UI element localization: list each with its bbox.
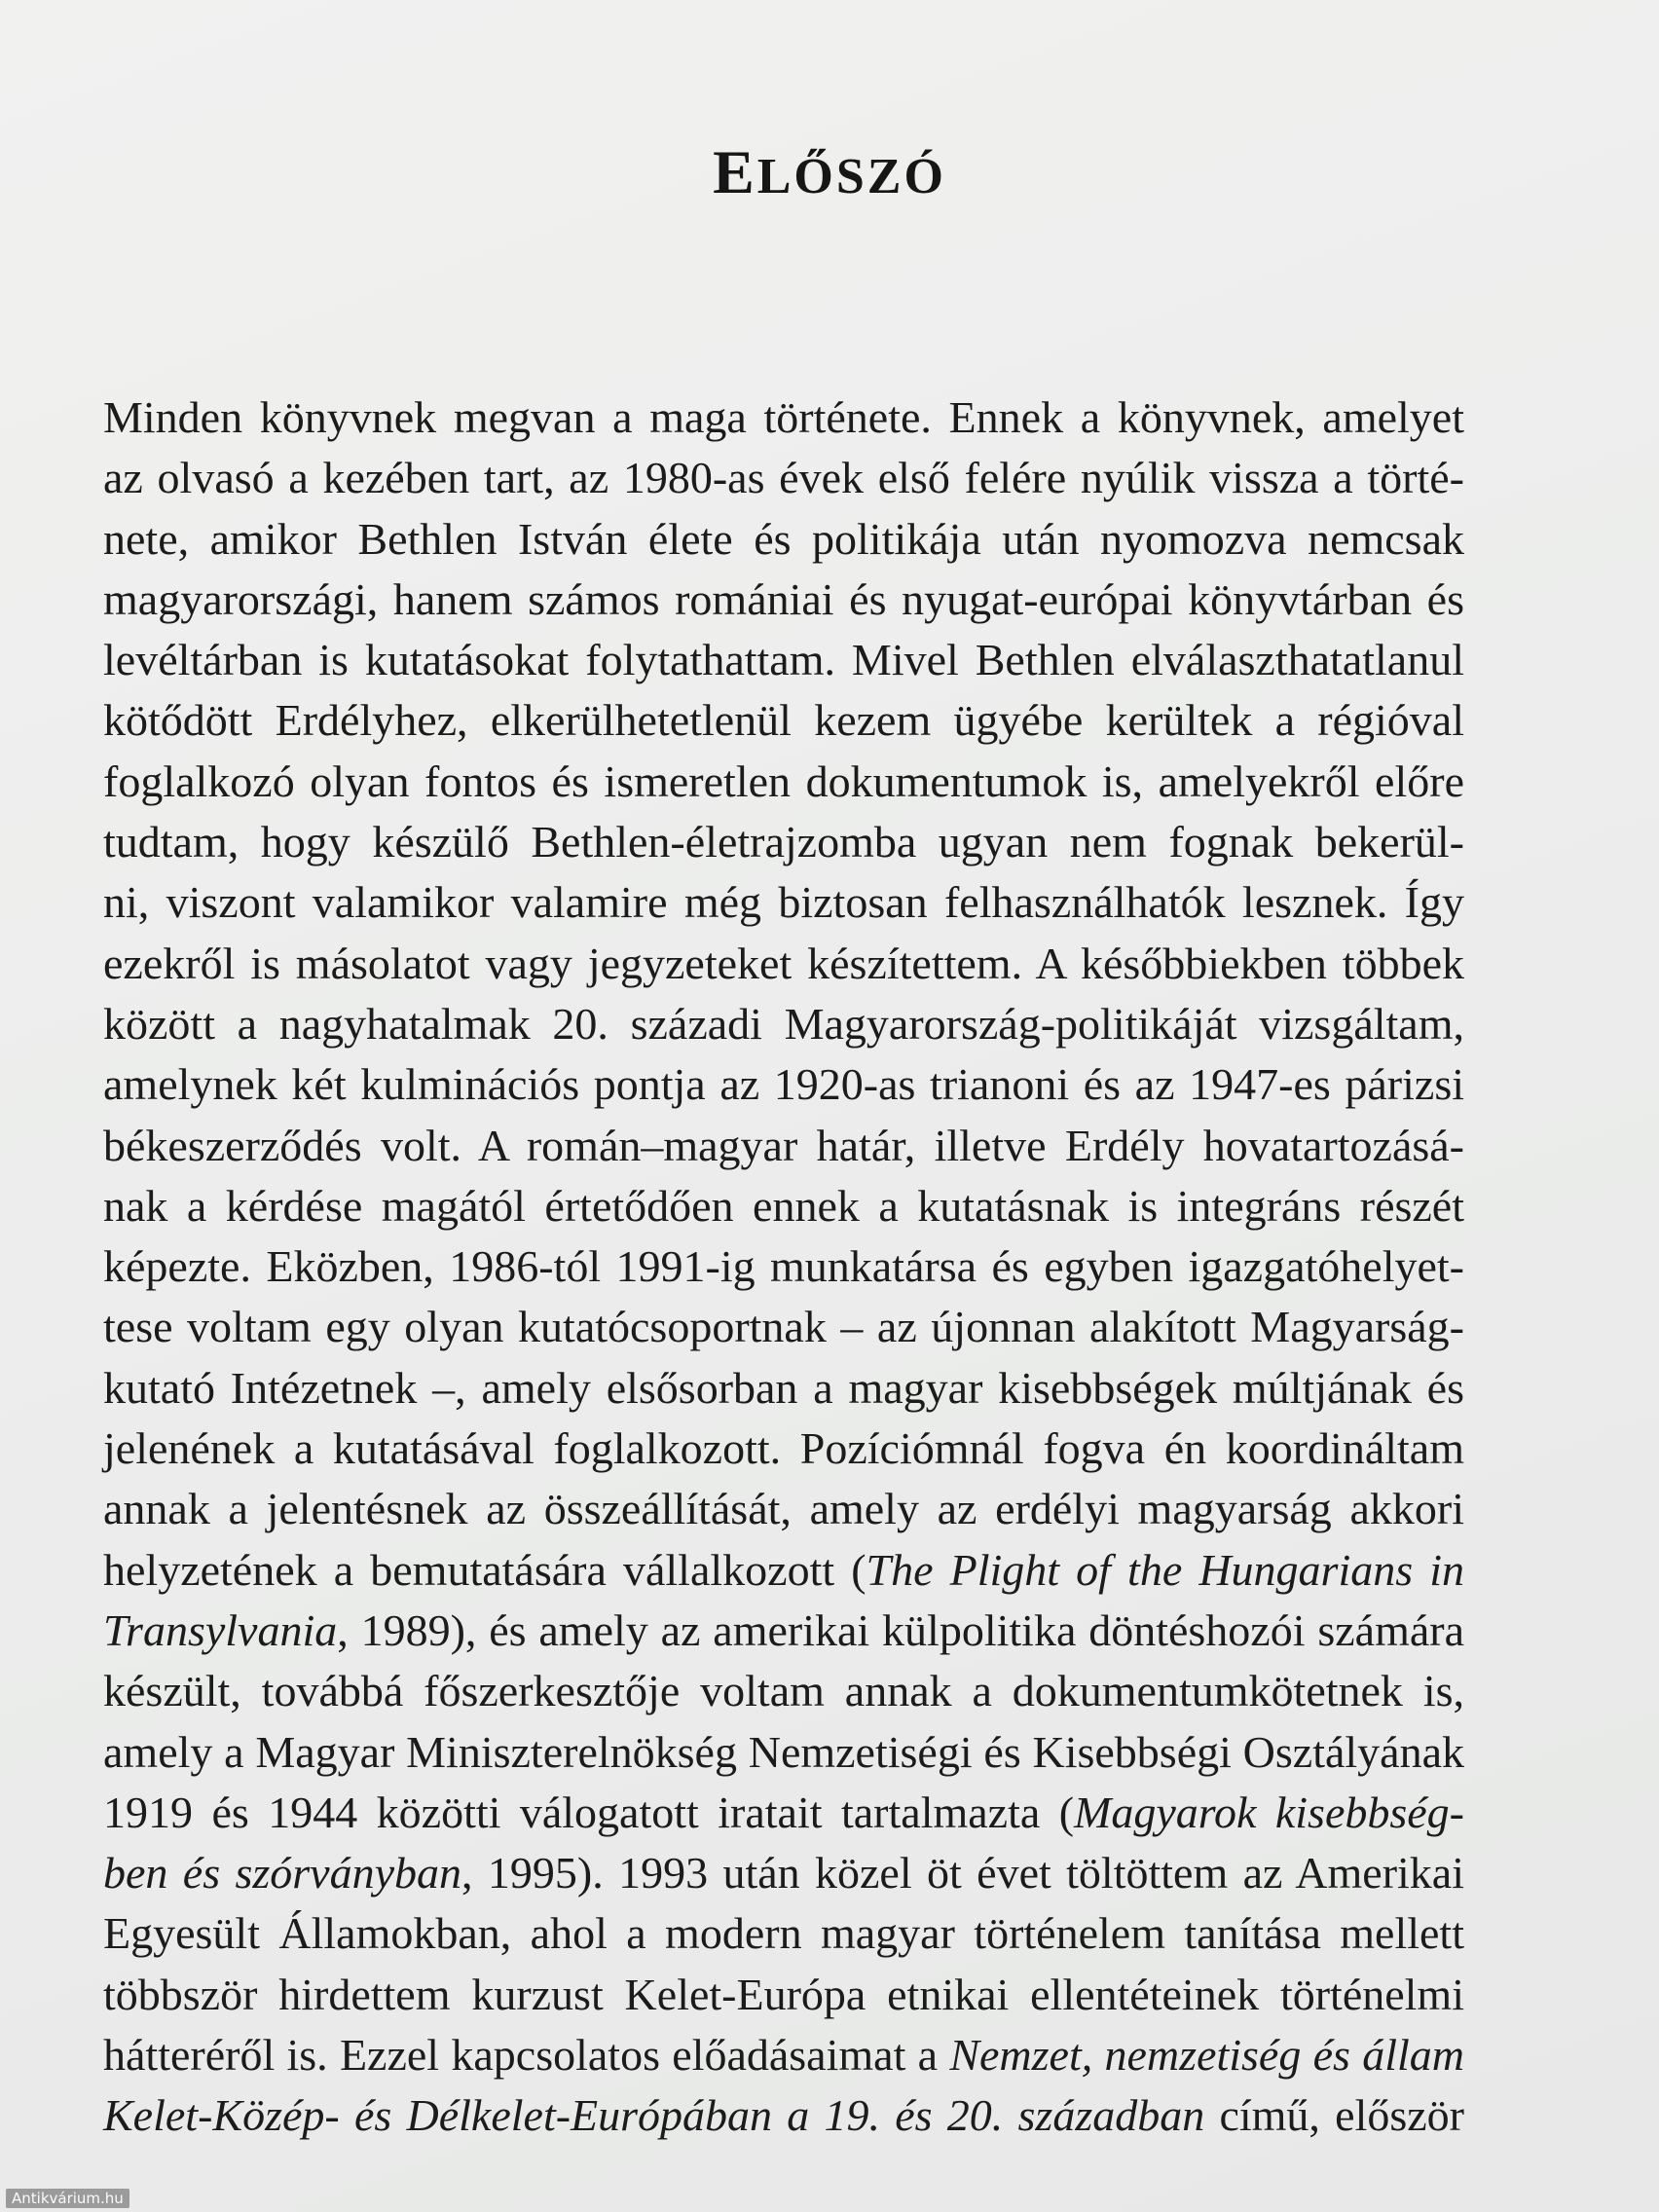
text-line: [103, 2025, 1464, 2085]
title-rest: LŐSZÓ: [756, 149, 946, 204]
text-line: Egyesült Államokban, ahol a modern magyar történelem tanítása mellett: [103, 1908, 1464, 1959]
body-text: [103, 387, 1464, 2147]
text-line: amelynek két kulminációs pontja az 1920-as trianoni és az 1947-es párizsi: [103, 1059, 1464, 1110]
italic-title: Magyarok kisebbség-: [1074, 1787, 1464, 1837]
text-line: foglalkozó olyan fontos és ismeretlen dokumentumok is, amelyekről előre: [103, 756, 1464, 806]
text-segment: , 1995). 1993 után közel öt évet töltöttem az Amerikai: [461, 1848, 1464, 1899]
text-line: jelenének a kutatásával foglalkozott. Pozíciómnál fogva én koordináltam: [103, 1423, 1464, 1474]
text-line: [103, 1540, 1464, 1601]
italic-title: Kelet-Közép- és Délkelet-Európában a 19. és 20. században: [103, 2090, 1205, 2141]
text-line: nete, amikor Bethlen István élete és politikája után nyomozva nemcsak: [103, 513, 1464, 564]
page-title: [0, 136, 1659, 208]
text-line: [103, 1843, 1464, 1903]
text-line: ni, viszont valamikor valamire még biztosan felhasználhatók lesznek. Így: [103, 877, 1464, 928]
text-line: magyarországi, hanem számos romániai és nyugat-európai könyvtárban és: [103, 573, 1464, 624]
text-line: [103, 2085, 1464, 2146]
watermark-label: Antikvárium.hu: [6, 2189, 129, 2208]
text-segment: helyzetének a bemutatására vállalkozott (: [103, 1544, 866, 1595]
text-line: Minden könyvnek megvan a maga története. Ennek a könyvnek, amelyet: [103, 392, 1464, 442]
text-line: képezte. Eközben, 1986-tól 1991-ig munkatársa és egyben igazgatóhelyet-: [103, 1241, 1464, 1292]
text-line: az olvasó a kezében tart, az 1980-as évek első felére nyúlik vissza a törté-: [103, 453, 1464, 503]
text-segment: hátteréről is. Ezzel kapcsolatos előadásaimat a: [103, 2030, 950, 2081]
text-line: készült, továbbá főszerkesztője voltam annak a dokumentumkötetnek is,: [103, 1666, 1464, 1716]
text-line: [103, 1601, 1464, 1661]
text-segment: , 1989), és amely az amerikai külpolitika döntéshozói számára: [337, 1604, 1464, 1655]
text-line: kötődött Erdélyhez, elkerülhetetlenül kezem ügyébe kerültek a régióval: [103, 695, 1464, 746]
text-line: nak a kérdése magától értetődően ennek a kutatásnak is integráns részét: [103, 1180, 1464, 1231]
text-line: tese voltam egy olyan kutatócsoportnak – az újonnan alakított Magyarság-: [103, 1302, 1464, 1352]
italic-title: Nemzet, nemzetiség és állam: [949, 2030, 1464, 2081]
text-line: ezekről is másolatot vagy jegyzeteket készítettem. A későbbiekben többek: [103, 938, 1464, 988]
text-line: kutató Intézetnek –, amely elsősorban a magyar kisebbségek múltjának és: [103, 1362, 1464, 1413]
text-line: levéltárban is kutatásokat folytathattam. Mivel Bethlen elválaszthatatlanul: [103, 635, 1464, 685]
text-line: amely a Magyar Miniszterelnökség Nemzetiségi és Kisebbségi Osztályának: [103, 1726, 1464, 1777]
text-line: annak a jelentésnek az összeállítását, amely az erdélyi magyarság akkori: [103, 1484, 1464, 1534]
italic-title: ben és szórványban: [103, 1848, 462, 1899]
text-segment: című, először: [1204, 2090, 1464, 2141]
text-line: többször hirdettem kurzust Kelet-Európa etnikai ellentéteinek történelmi: [103, 1969, 1464, 2019]
text-line: [103, 1783, 1464, 1843]
text-line: békeszerződés volt. A román–magyar határ, illetve Erdély hovatartozásá-: [103, 1120, 1464, 1170]
text-line: tudtam, hogy készülő Bethlen-életrajzomba ugyan nem fognak bekerül-: [103, 817, 1464, 867]
italic-title: Transylvania: [103, 1604, 338, 1655]
text-line: között a nagyhatalmak 20. századi Magyarország-politikáját vizsgáltam,: [103, 998, 1464, 1049]
italic-title: The Plight of the Hungarians in: [866, 1544, 1464, 1595]
text-segment: 1919 és 1944 közötti válogatott iratait tartalmazta (: [103, 1787, 1075, 1837]
title-initial: E: [713, 137, 757, 206]
